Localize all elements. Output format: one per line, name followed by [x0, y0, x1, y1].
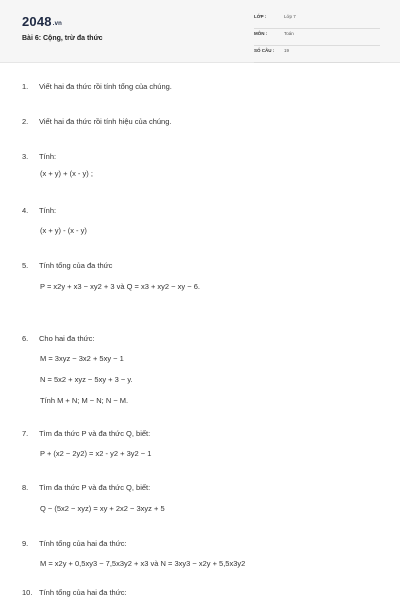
question-number: 1. — [22, 82, 29, 91]
meta-label: MÔN : — [254, 31, 268, 36]
question-6-line-1: M = 3xyz − 3x2 + 5xy − 1 — [40, 354, 124, 363]
meta-value: Lớp 7 — [284, 14, 296, 19]
question-prompt: Tính: — [39, 152, 57, 161]
question-prompt: Viết hai đa thức rồi tính tổng của chúng. — [39, 82, 172, 91]
question-prompt: Tính tổng của hai đa thức: — [39, 539, 127, 548]
meta-value: 19 — [284, 48, 290, 53]
question-number: 2. — [22, 117, 29, 126]
question-prompt: Tìm đa thức P và đa thức Q, biết: — [39, 483, 151, 492]
question-number: 10. — [22, 588, 33, 597]
question-number: 3. — [22, 152, 29, 161]
question-7-line-1: P + (x2 − 2y2) = x2 - y2 + 3y2 − 1 — [40, 449, 152, 458]
question-5-line-1: P = x2y + x3 − xy2 + 3 và Q = x3 + xy2 − xy − 6. — [40, 282, 200, 291]
question-4-line-1: (x + y) - (x - y) — [40, 226, 87, 235]
meta-label: SỐ CÂU : — [254, 48, 275, 53]
question-prompt: Cho hai đa thức: — [39, 334, 95, 343]
question-prompt: Viết hai đa thức rồi tính hiệu của chúng. — [39, 117, 172, 126]
question-prompt: Tính: — [39, 206, 57, 215]
question-number: 7. — [22, 429, 29, 438]
meta-grade — [254, 14, 380, 29]
question-9-line-1: M = x2y + 0,5xy3 − 7,5x3y2 + x3 và N = 3xy3 − x2y + 5,5x3y2 — [40, 559, 246, 568]
question-number: 5. — [22, 261, 29, 270]
page-title: Bài 6: Cộng, trừ đa thức — [22, 35, 103, 42]
question-8-line-1: Q − (5x2 − xyz) = xy + 2x2 − 3xyz + 5 — [40, 504, 165, 513]
logo-text: 2048 — [22, 14, 52, 29]
meta-info — [254, 14, 380, 65]
header — [0, 0, 400, 63]
meta-question-count — [254, 48, 380, 63]
site-logo[interactable] — [22, 14, 62, 29]
question-prompt: Tính tổng của đa thức — [39, 261, 113, 270]
question-prompt: Tính tổng của hai đa thức: — [39, 588, 127, 597]
question-number: 6. — [22, 334, 29, 343]
question-6-line-3: Tính M + N; M − N; N − M. — [40, 396, 129, 405]
question-number: 9. — [22, 539, 29, 548]
question-prompt: Tìm đa thức P và đa thức Q, biết: — [39, 429, 151, 438]
question-number: 4. — [22, 206, 29, 215]
meta-value: Toán — [284, 31, 294, 36]
meta-label: LỚP : — [254, 14, 267, 19]
logo-tld: .vn — [52, 21, 63, 27]
question-6-line-2: N = 5x2 + xyz − 5xy + 3 − y. — [40, 375, 133, 384]
question-number: 8. — [22, 483, 29, 492]
question-3-line-1: (x + y) + (x - y) ; — [40, 169, 93, 178]
meta-subject — [254, 31, 380, 46]
